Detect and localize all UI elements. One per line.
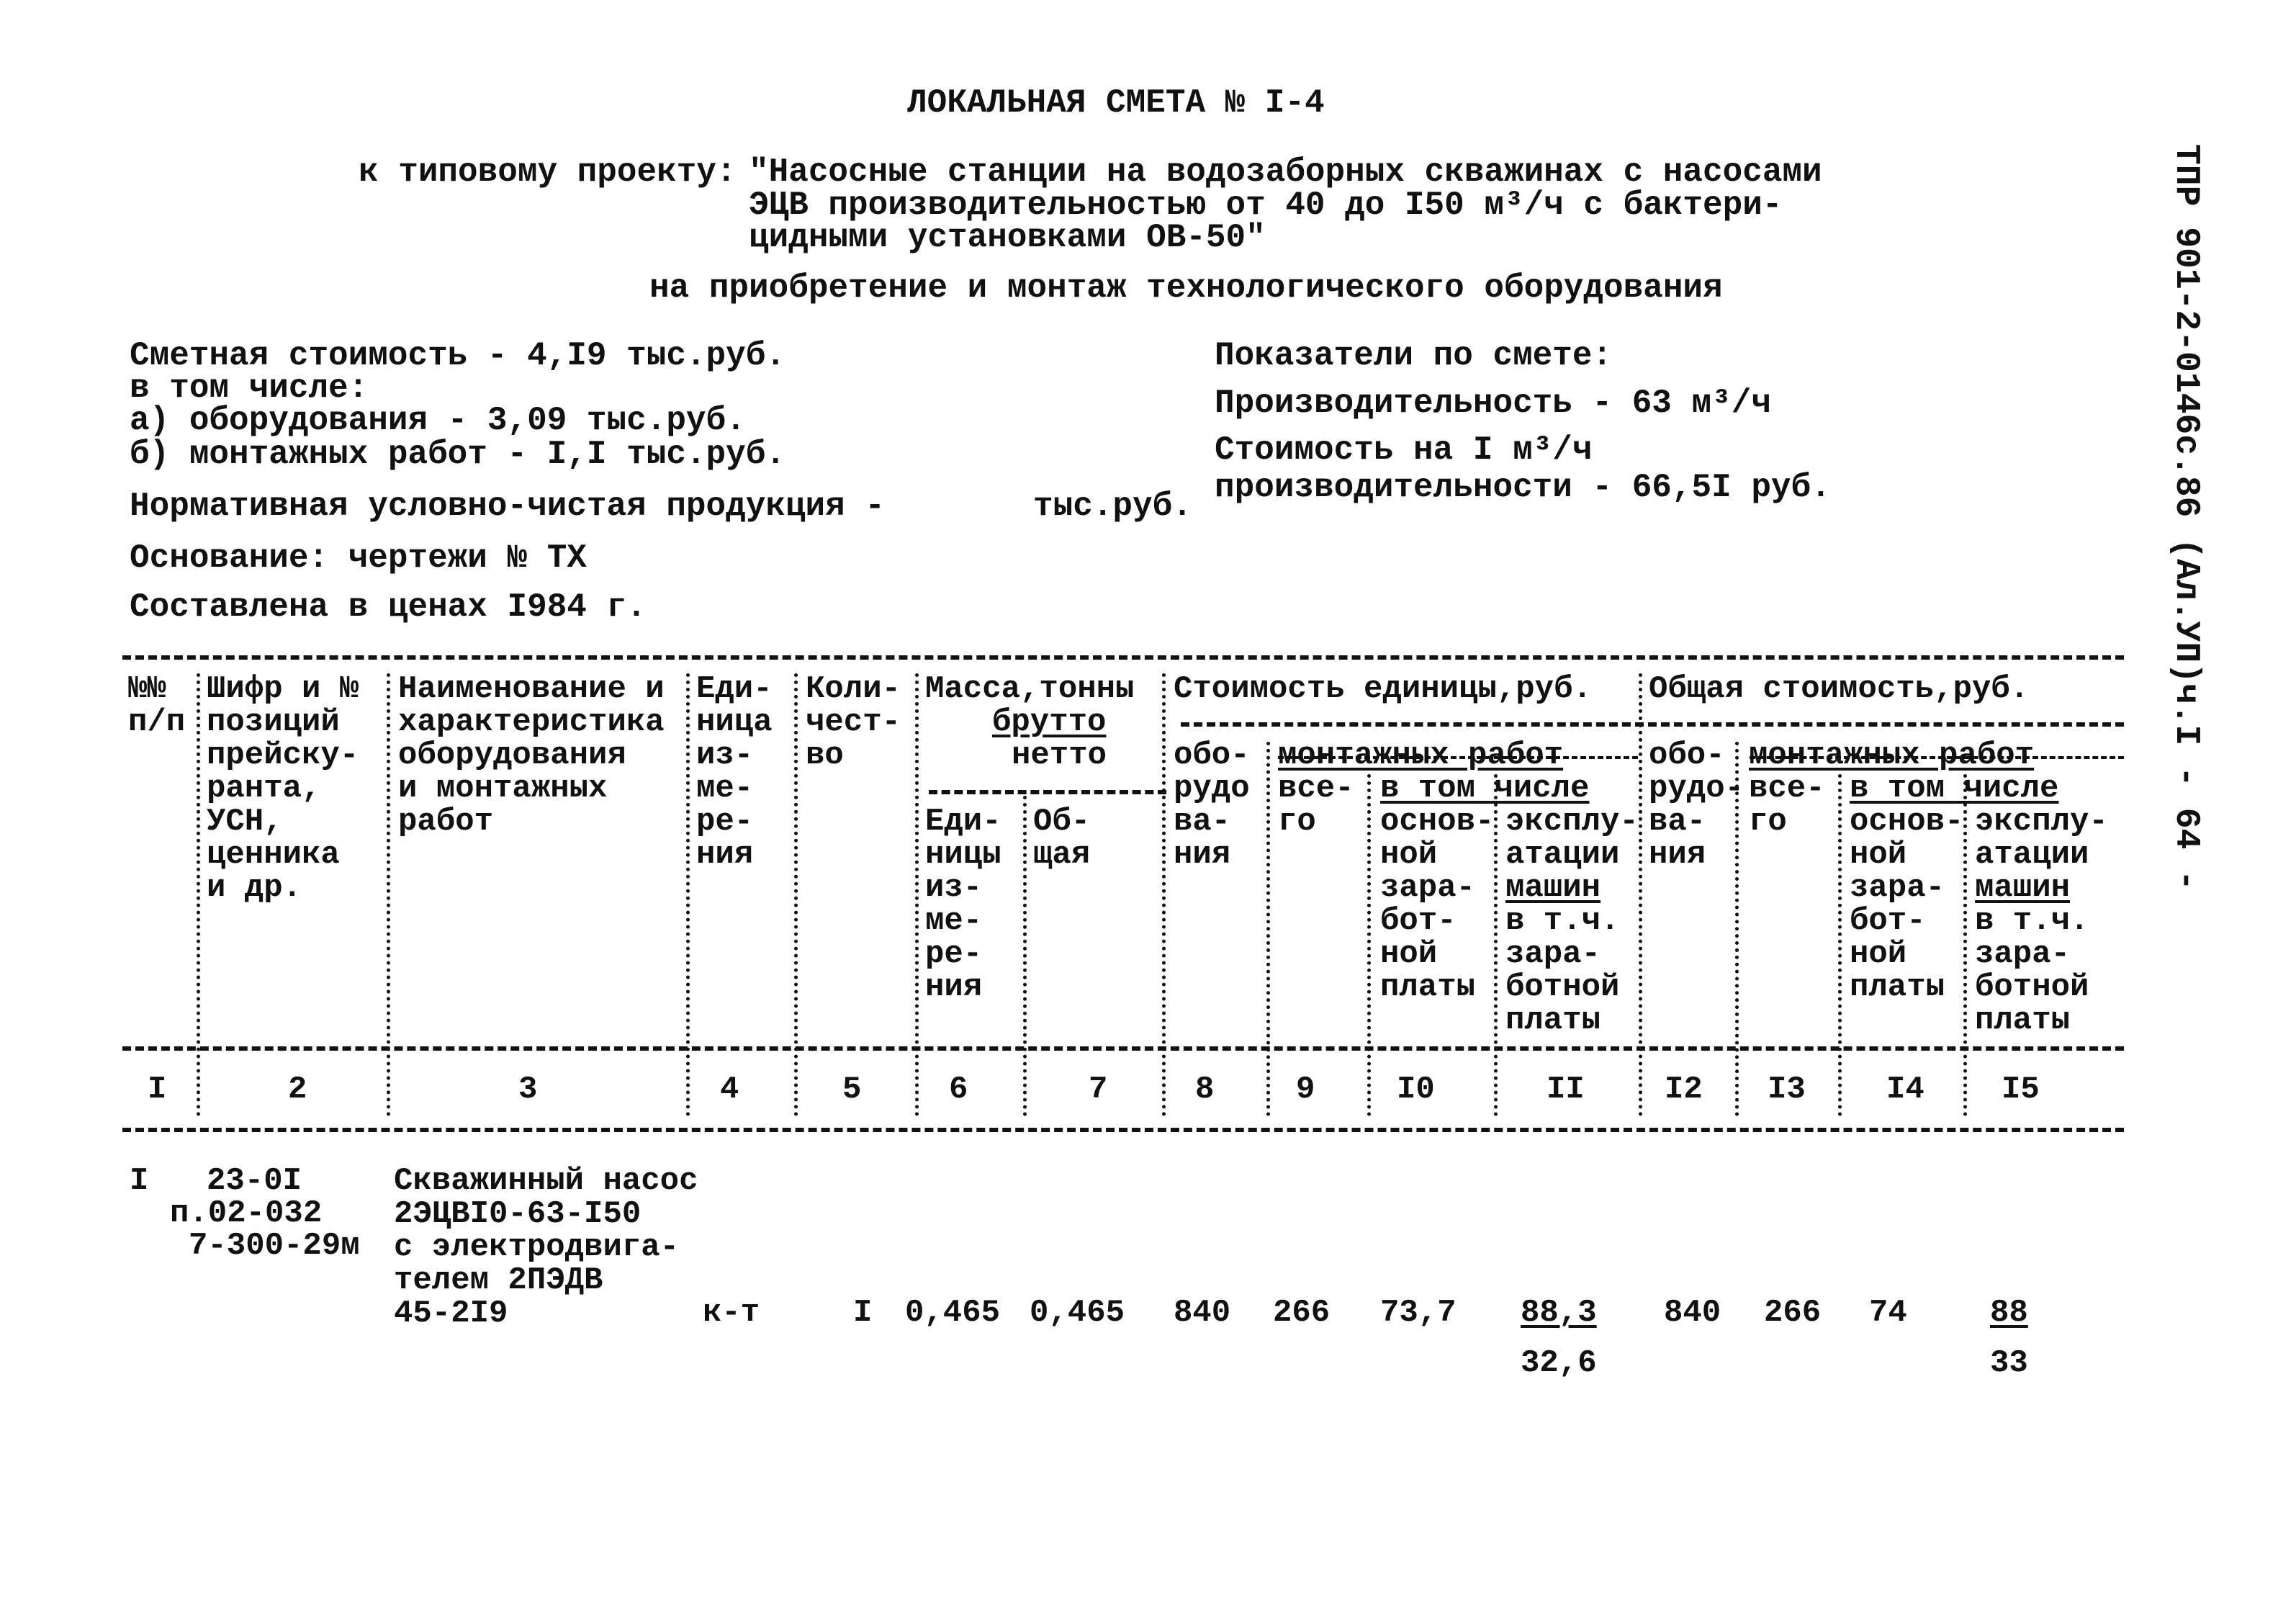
net-production: Нормативная условно-чистая продукция -	[130, 488, 885, 525]
project-prefix: к типовому проекту:	[359, 153, 737, 191]
header-total-equipment: обо- рудо- ва- ния	[1649, 737, 1744, 873]
col-sep	[1838, 774, 1842, 1116]
subtitle: на приобретение и монтаж технологического оборудования	[649, 269, 1723, 307]
header-mass-total: Об- щая	[1033, 804, 1091, 873]
column-number: 8	[1195, 1072, 1215, 1108]
row-code-3: 7-300-29м	[189, 1228, 360, 1264]
column-number: I3	[1768, 1072, 1806, 1108]
row-total-install: 266	[1764, 1295, 1822, 1331]
row-unit-equipment: 840	[1174, 1295, 1231, 1331]
column-numbers-rule	[122, 1128, 2124, 1132]
header-code: Шифр и № позиций прейску- ранта, УСН, ценника и др.	[207, 671, 359, 906]
row-total-machine: 88	[1990, 1295, 2028, 1331]
col-sep	[1023, 796, 1027, 1116]
header-row-number: №№ п/п	[128, 671, 186, 740]
row-unit-install-total: 266	[1273, 1295, 1331, 1331]
col-sep	[197, 673, 200, 1116]
row-mass-unit: 0,465	[905, 1295, 1001, 1331]
col-sep	[1494, 774, 1498, 1116]
header-bottom-rule	[122, 1046, 2124, 1051]
header-total-install: монтажных работ	[1749, 737, 2035, 773]
col-sep	[1367, 774, 1371, 1116]
header-total-base-wage: основ- ной зара- бот- ной платы	[1850, 804, 1964, 1005]
column-number: 2	[288, 1072, 307, 1108]
project-line-3: цидными установками ОВ-50"	[749, 219, 1266, 256]
column-number: 3	[518, 1072, 538, 1108]
header-netto: нетто	[1012, 737, 1107, 773]
row-name: Скважинный насос 2ЭЦВI0-63-I50 с электродвига- телем 2ПЭДВ 45-2I9	[394, 1163, 698, 1332]
col-sep	[915, 673, 919, 1116]
header-unit-install: монтажных работ	[1278, 737, 1564, 773]
header-unit-base-wage: основ- ной зара- бот- ной платы	[1380, 804, 1495, 1005]
column-number: 9	[1296, 1072, 1315, 1108]
header-brutto: брутто	[992, 704, 1107, 740]
header-name: Наименование и характеристика оборудования и монтажных работ	[398, 671, 665, 840]
basis: Основание: чертежи № ТХ	[130, 539, 587, 577]
project-line-2: ЭЦВ производительностью от 40 до I50 м³/ч с бактери-	[749, 187, 1783, 224]
column-number: I	[148, 1072, 167, 1108]
header-quantity: Коли- чест- во	[806, 671, 901, 773]
cost-header-rule	[1181, 722, 2124, 727]
header-total-install-total: все- го	[1749, 771, 1825, 840]
header-unit-machine-wage: в т.ч. зара- ботной платы	[1505, 903, 1620, 1038]
header-total-machine-wage: в т.ч. зара- ботной платы	[1975, 903, 2089, 1038]
column-number: 6	[949, 1072, 968, 1108]
installation-cost: б) монтажных работ - I,I тыс.руб.	[130, 436, 785, 473]
header-unit-cost: Стоимость единицы,руб.	[1174, 671, 1592, 707]
column-number: I5	[2002, 1072, 2040, 1108]
column-number: 4	[720, 1072, 739, 1108]
column-number: I4	[1886, 1072, 1924, 1108]
row-mass-total: 0,465	[1030, 1295, 1125, 1331]
column-number: 7	[1089, 1072, 1108, 1108]
header-unit-machine-b: машин	[1505, 870, 1601, 906]
header-total-machine-b: машин	[1975, 870, 2071, 906]
col-sep	[794, 673, 798, 1116]
row-total-equipment: 840	[1664, 1295, 1721, 1331]
row-unit-base-wage: 73,7	[1380, 1295, 1457, 1331]
header-unit-machine-a: эксплу- атации	[1505, 804, 1639, 873]
header-unit-install-total: все- го	[1278, 771, 1354, 840]
unit-cost-line-2: производительности - 66,5I руб.	[1215, 469, 1831, 506]
row-code-1: 23-0I	[207, 1163, 302, 1199]
col-sep	[1963, 774, 1967, 1116]
row-number: I	[130, 1163, 149, 1199]
header-mass: Масса,тонны	[925, 671, 1135, 707]
column-number: I0	[1397, 1072, 1435, 1108]
row-unit-machine-wage: 32,6	[1521, 1345, 1597, 1381]
column-number: I2	[1665, 1072, 1703, 1108]
column-number: 5	[842, 1072, 862, 1108]
row-unit-machine: 88,3	[1521, 1295, 1597, 1331]
row-code-2: п.02-032	[170, 1195, 323, 1231]
document-title: ЛОКАЛЬНАЯ СМЕТА № I-4	[907, 84, 1325, 122]
row-total-base-wage: 74	[1869, 1295, 1907, 1331]
mass-header-rule	[929, 790, 1166, 794]
net-production-unit: тыс.руб.	[1033, 488, 1192, 525]
header-unit-including: в том числе	[1380, 771, 1590, 807]
row-unit: к-т	[703, 1295, 760, 1331]
header-unit: Еди- ница из- ме- ре- ния	[696, 671, 773, 873]
project-line-1: "Насосные станции на водозаборных скважинах с насосами	[749, 153, 1822, 191]
row-total-machine-wage: 33	[1990, 1345, 2028, 1381]
header-mass-unit: Еди- ницы из- ме- ре- ния	[925, 804, 1001, 1005]
col-sep	[1162, 673, 1166, 1116]
prices-year: Составлена в ценах I984 г.	[130, 588, 647, 626]
header-total-cost: Общая стоимость,руб.	[1649, 671, 2030, 707]
estimated-cost: Сметная стоимость - 4,I9 тыс.руб.	[130, 337, 785, 374]
col-sep	[1266, 742, 1270, 1116]
table-top-rule	[122, 655, 2124, 660]
col-sep	[1639, 673, 1642, 1116]
capacity: Производительность - 63 м³/ч	[1215, 385, 1771, 422]
col-sep	[686, 673, 690, 1116]
header-unit-equipment: обо- рудо ва- ния	[1174, 737, 1250, 873]
including-label: в том числе:	[130, 369, 369, 407]
header-total-machine-a: эксплу- атации	[1975, 804, 2108, 873]
col-sep	[387, 673, 390, 1116]
column-number: II	[1547, 1072, 1585, 1108]
indicators-heading: Показатели по смете:	[1215, 337, 1613, 374]
side-document-code: ТПР 901-2-0146с.86 (Ал.УП)ч.I - 64 -	[2166, 144, 2205, 891]
equipment-cost: а) оборудования - 3,09 тыс.руб.	[130, 402, 746, 439]
unit-cost-line-1: Стоимость на I м³/ч	[1215, 431, 1593, 469]
row-quantity: I	[853, 1295, 873, 1331]
header-total-including: в том числе	[1850, 771, 2059, 807]
